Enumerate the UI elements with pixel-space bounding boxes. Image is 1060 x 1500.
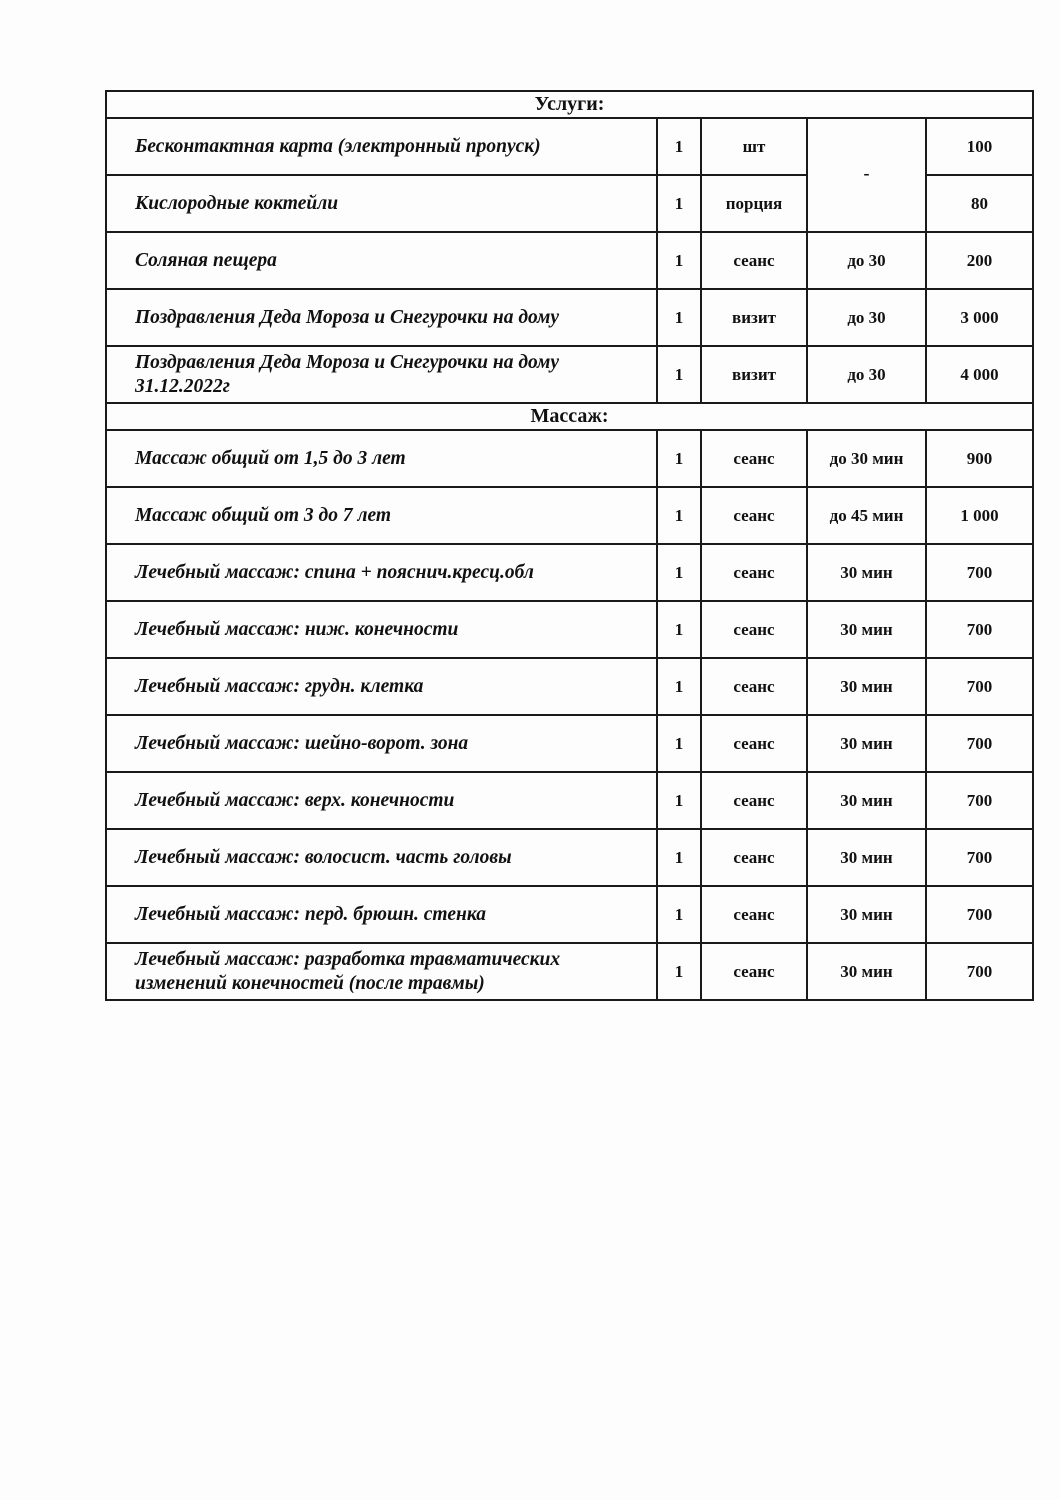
service-price: 900 [926,430,1033,487]
service-unit: сеанс [701,772,807,829]
service-unit: сеанс [701,544,807,601]
table-row [106,658,1033,715]
service-price: 700 [926,829,1033,886]
section-title: Услуги: [106,91,1033,118]
service-qty: 1 [657,487,701,544]
service-unit: визит [701,346,807,403]
table-row [106,118,1033,175]
service-unit: визит [701,289,807,346]
price-table [105,90,1034,1001]
table-row [106,232,1033,289]
service-name: Бесконтактная карта (электронный пропуск) [106,118,657,175]
service-duration: 30 мин [807,772,926,829]
service-price: 700 [926,601,1033,658]
service-duration: до 30 [807,346,926,403]
table-row [106,430,1033,487]
service-unit: сеанс [701,715,807,772]
service-name: Лечебный массаж: грудн. клетка [106,658,657,715]
table-row [106,829,1033,886]
service-name: Лечебный массаж: перд. брюшн. стенка [106,886,657,943]
service-name: Лечебный массаж: разработка травматических изменений конечностей (после травмы) [106,943,657,1000]
service-duration: 30 мин [807,943,926,1000]
service-name: Массаж общий от 3 до 7 лет [106,487,657,544]
service-duration: 30 мин [807,544,926,601]
table-row [106,943,1033,1000]
service-price: 80 [926,175,1033,232]
service-name: Поздравления Деда Мороза и Снегурочки на дому [106,289,657,346]
service-unit: сеанс [701,487,807,544]
service-price: 1 000 [926,487,1033,544]
service-qty: 1 [657,886,701,943]
table-row [106,715,1033,772]
service-unit: сеанс [701,601,807,658]
section-title: Массаж: [106,403,1033,430]
service-price: 200 [926,232,1033,289]
service-unit: шт [701,118,807,175]
service-name: Соляная пещера [106,232,657,289]
table-row [106,544,1033,601]
duration-dash: - [863,162,870,183]
service-qty: 1 [657,175,701,232]
service-unit: сеанс [701,829,807,886]
service-price: 4 000 [926,346,1033,403]
service-duration: 30 мин [807,601,926,658]
service-duration: до 30 [807,289,926,346]
table-row [106,601,1033,658]
service-name: Лечебный массаж: спина + пояснич.кресц.обл [106,544,657,601]
service-unit: сеанс [701,886,807,943]
service-qty: 1 [657,430,701,487]
service-qty: 1 [657,601,701,658]
service-duration: до 45 мин [807,487,926,544]
section-header-services [106,91,1033,118]
service-qty: 1 [657,943,701,1000]
service-name: Массаж общий от 1,5 до 3 лет [106,430,657,487]
service-price: 700 [926,886,1033,943]
service-duration: 30 мин [807,715,926,772]
service-qty: 1 [657,544,701,601]
service-price: 100 [926,118,1033,175]
service-price: 700 [926,544,1033,601]
service-duration: 30 мин [807,658,926,715]
service-duration: до 30 [807,232,926,289]
service-qty: 1 [657,289,701,346]
service-qty: 1 [657,772,701,829]
service-price: 700 [926,715,1033,772]
service-qty: 1 [657,232,701,289]
service-name: Поздравления Деда Мороза и Снегурочки на дому 31.12.2022г [106,346,657,403]
service-unit: сеанс [701,658,807,715]
table-row [106,487,1033,544]
service-unit: сеанс [701,232,807,289]
service-unit: порция [701,175,807,232]
table-row [106,772,1033,829]
service-qty: 1 [657,118,701,175]
table-row [106,886,1033,943]
service-duration: до 30 мин [807,430,926,487]
service-qty: 1 [657,715,701,772]
service-price: 700 [926,658,1033,715]
service-name: Лечебный массаж: верх. конечности [106,772,657,829]
service-unit: сеанс [701,430,807,487]
table-row [106,346,1033,403]
service-name: Лечебный массаж: волосист. часть головы [106,829,657,886]
service-qty: 1 [657,346,701,403]
service-duration: 30 мин [807,829,926,886]
service-price: 700 [926,772,1033,829]
service-duration: 30 мин [807,886,926,943]
service-name: Кислородные коктейли [106,175,657,232]
service-price: 3 000 [926,289,1033,346]
service-name: Лечебный массаж: шейно-ворот. зона [106,715,657,772]
service-unit: сеанс [701,943,807,1000]
section-header-massage [106,403,1033,430]
service-duration-merged [807,118,926,232]
service-qty: 1 [657,829,701,886]
service-qty: 1 [657,658,701,715]
service-name: Лечебный массаж: ниж. конечности [106,601,657,658]
table-row [106,289,1033,346]
service-price: 700 [926,943,1033,1000]
